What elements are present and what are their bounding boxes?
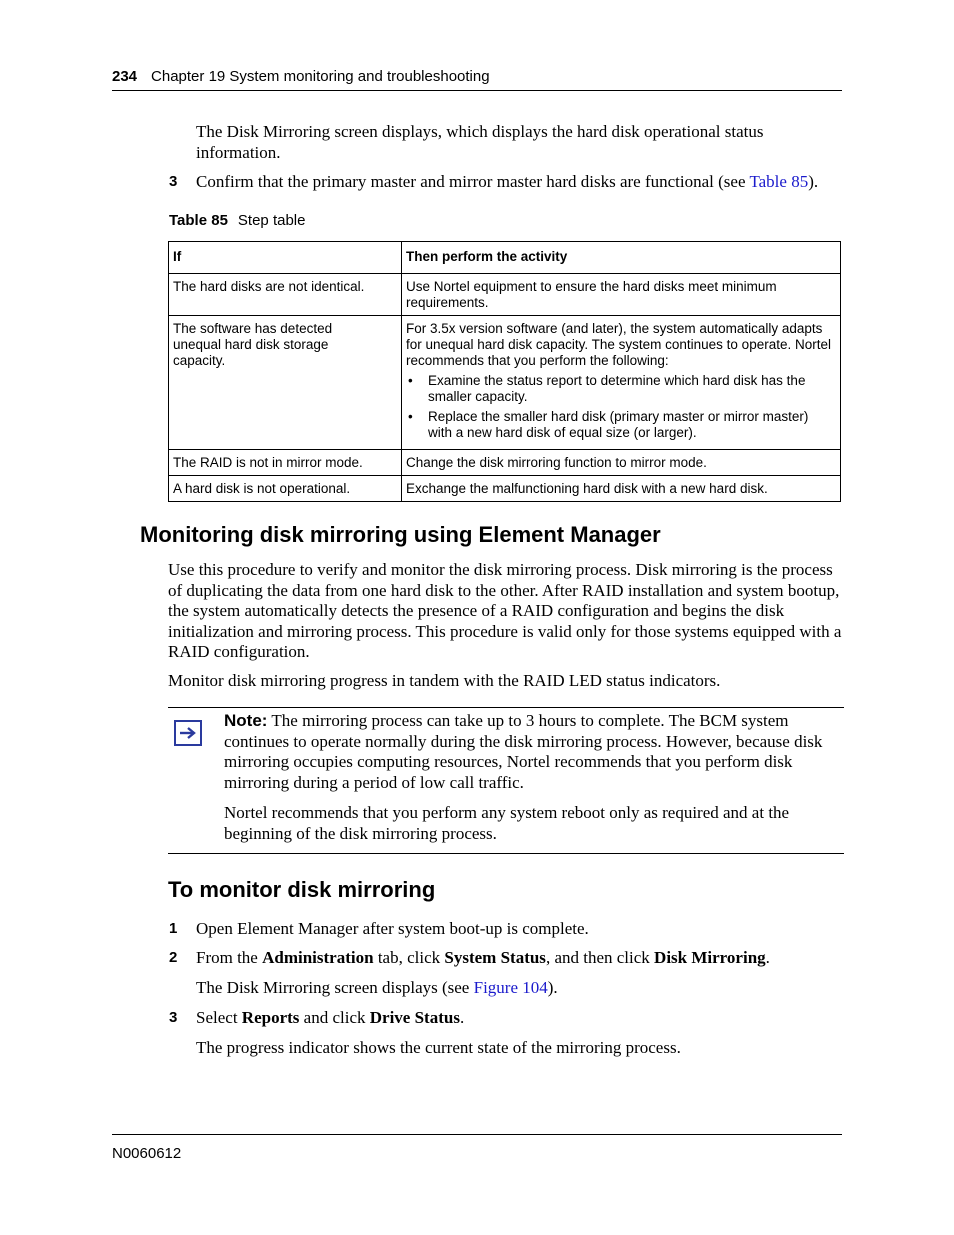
table-cell-if: The software has detected unequal hard disk storage capacity. [169, 316, 402, 450]
table-cell-then: Use Nortel equipment to ensure the hard disks meet minimum requirements. [402, 274, 841, 316]
table-cell-if: The hard disks are not identical. [169, 274, 402, 316]
step-1-text: Open Element Manager after system boot-up is complete. [196, 919, 589, 938]
step-2-result: The Disk Mirroring screen displays (see Figure 104). [196, 978, 558, 997]
arrow-right-icon [174, 720, 202, 746]
step-3-text: Confirm that the primary master and mirror master hard disks are functional (see Table 85). [196, 172, 819, 191]
step-3-procedure-text: Select Reports and click Drive Status. [196, 1008, 465, 1027]
step-number: 3 [169, 173, 178, 190]
step-table [168, 241, 841, 502]
table-cell-then: Change the disk mirroring function to mirror mode. [402, 450, 841, 476]
figure-104-link[interactable]: Figure 104 [473, 978, 548, 997]
step-3-result: The progress indicator shows the current state of the mirroring process. [196, 1038, 681, 1057]
step-2-text: From the Administration tab, click System Status, and then click Disk Mirroring. [196, 948, 770, 967]
note-top-rule [168, 707, 844, 708]
table-row [169, 274, 841, 316]
table-cell-if: A hard disk is not operational. [169, 476, 402, 502]
table-caption [169, 212, 305, 229]
section-paragraph: Monitor disk mirroring progress in tandem with the RAID LED status indicators. [168, 671, 721, 690]
bullet-list [406, 373, 836, 441]
step-number: 2 [169, 949, 178, 966]
section-heading: Monitoring disk mirroring using Element Manager [140, 522, 661, 547]
table-row [169, 450, 841, 476]
table-cell-then: Exchange the malfunctioning hard disk with a new hard disk. [402, 476, 841, 502]
chapter-title: Chapter 19 System monitoring and troubleshooting [151, 68, 490, 85]
column-header-if: If [169, 242, 402, 274]
footer-rule [112, 1134, 842, 1135]
note-label: Note: [224, 711, 268, 730]
page-header [112, 68, 842, 85]
table-row [169, 316, 841, 450]
table-caption-label: Table 85 [169, 212, 228, 229]
step-number: 1 [169, 920, 178, 937]
note-text: Nortel recommends that you perform any system reboot only as required and at the beginning of the disk mirroring process. [224, 803, 790, 843]
table-caption-title: Step table [237, 212, 306, 229]
table-row [169, 476, 841, 502]
list-item: • Replace the smaller hard disk (primary master or mirror master) with a new hard disk of equal size (or larger). [408, 409, 809, 440]
procedure-heading: To monitor disk mirroring [168, 877, 436, 902]
note-bottom-rule [168, 853, 844, 854]
document-id: N0060612 [112, 1145, 182, 1162]
list-item: • Examine the status report to determine which hard disk has the smaller capacity. [408, 373, 806, 404]
page-number: 234 [112, 68, 138, 85]
step-number: 3 [169, 1009, 178, 1026]
column-header-then: Then perform the activity [402, 242, 841, 274]
table-85-link[interactable]: Table 85 [749, 172, 809, 191]
table-cell-if: The RAID is not in mirror mode. [169, 450, 402, 476]
note-text: Note: The mirroring process can take up to 3 hours to complete. The BCM system continues to operate normally during the disk mirroring process. However, because disk mirroring occupies computing resources, Nortel recommends that you perform disk mirroring during a period of low call traffic. [224, 711, 823, 792]
header-rule [112, 90, 842, 91]
table-header-row [169, 242, 841, 274]
section-paragraph: Use this procedure to verify and monitor the disk mirroring process. Disk mirroring is the process of duplicating the data from one hard disk to the other. After RAID installation and system bootup, the system automatically detects the presence of a RAID configuration and begins the disk initialization and mirroring process. This procedure is valid only for those systems equipped with a RAID configuration. [168, 560, 842, 661]
table-cell-then: For 3.5x version software (and later), the system automatically adapts for unequal hard disk capacity. The system continues to operate. Nortel recommends that you perform the following: • Examine the status report to determine which hard disk has the smaller capacity. • Replace the smaller hard disk (primary master or mirror master) with a new hard disk of equal size (or larger). [402, 316, 841, 450]
intro-paragraph: The Disk Mirroring screen displays, which displays the hard disk operational status information. [196, 122, 764, 162]
